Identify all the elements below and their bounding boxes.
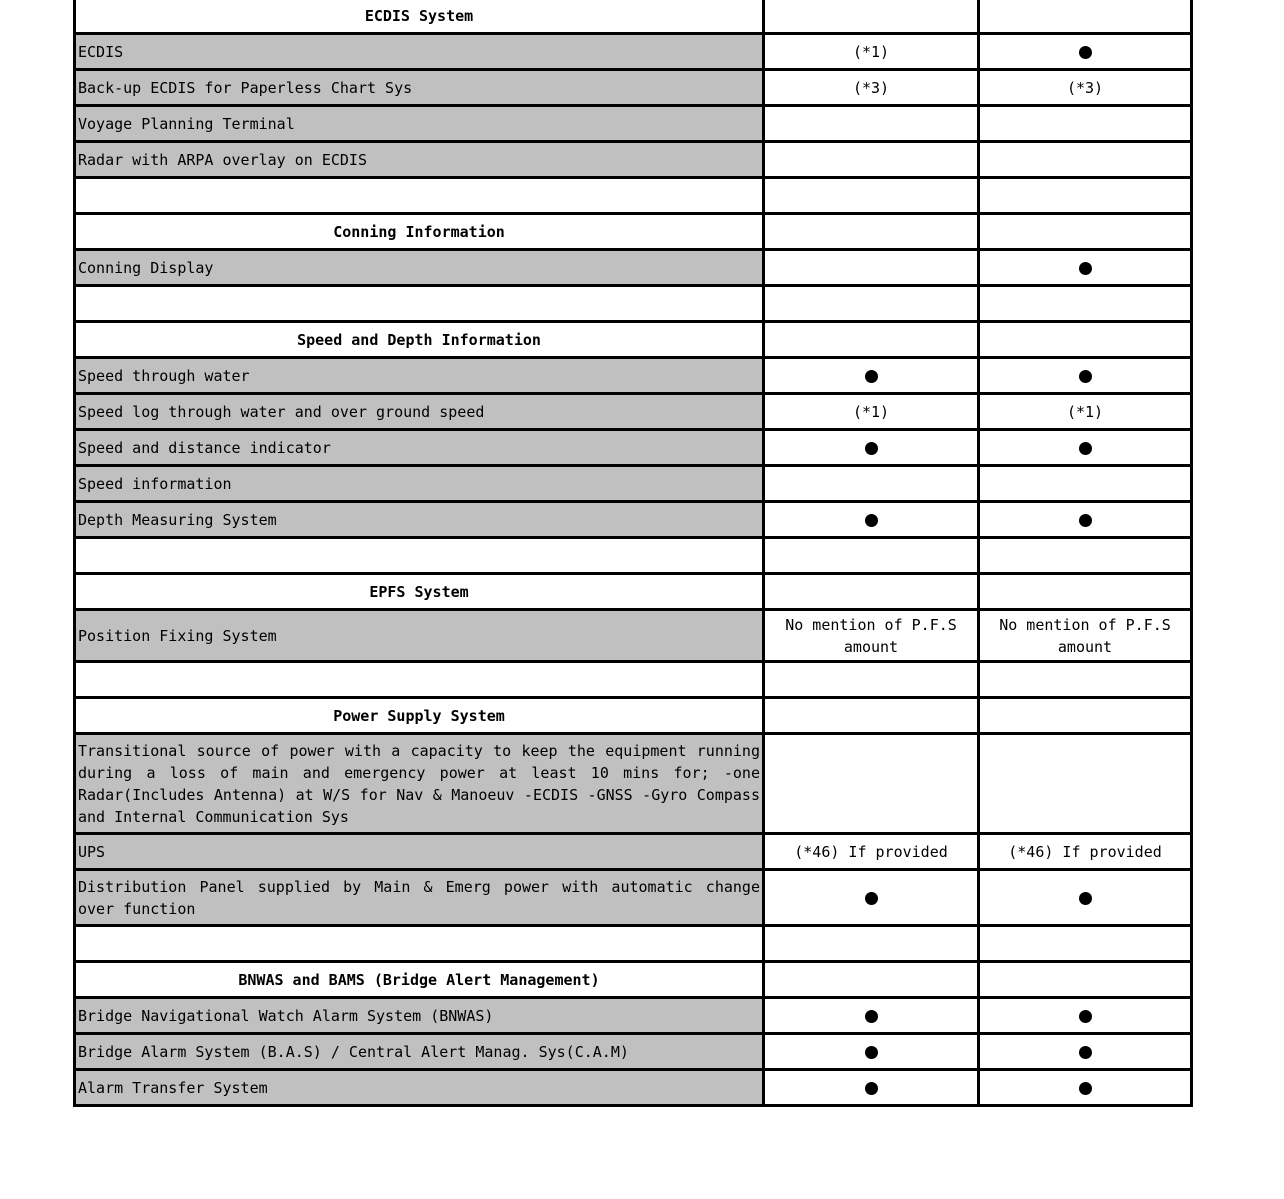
header-cell-a — [764, 214, 979, 250]
filled-dot-icon — [1079, 1082, 1092, 1095]
spacer-cell — [75, 662, 764, 698]
column-a-value — [764, 430, 979, 466]
header-cell-b — [979, 322, 1192, 358]
spacer-cell — [75, 286, 764, 322]
filled-dot-icon — [1079, 1046, 1092, 1059]
table-row — [75, 34, 1192, 70]
spacer-cell — [764, 926, 979, 962]
table-row — [75, 998, 1192, 1034]
section-header-row — [75, 574, 1192, 610]
section-title: BNWAS and BAMS (Bridge Alert Management) — [75, 962, 764, 998]
column-a-value — [764, 250, 979, 286]
column-a-value: (*46) If provided — [764, 834, 979, 870]
column-b-value — [979, 734, 1192, 834]
column-b-value: (*1) — [979, 394, 1192, 430]
column-a-value: (*3) — [764, 70, 979, 106]
item-name: Back-up ECDIS for Paperless Chart Sys — [75, 70, 764, 106]
column-a-value — [764, 998, 979, 1034]
table-row — [75, 610, 1192, 662]
filled-dot-icon — [865, 1082, 878, 1095]
header-cell-b — [979, 214, 1192, 250]
filled-dot-icon — [865, 892, 878, 905]
column-a-value — [764, 106, 979, 142]
table-row — [75, 466, 1192, 502]
header-cell-a — [764, 322, 979, 358]
equipment-table — [73, 0, 1193, 1107]
section-header-row — [75, 698, 1192, 734]
header-cell-a — [764, 574, 979, 610]
column-a-value: (*1) — [764, 394, 979, 430]
section-header-row — [75, 0, 1192, 34]
filled-dot-icon — [865, 1046, 878, 1059]
spacer-cell — [75, 178, 764, 214]
section-title: Speed and Depth Information — [75, 322, 764, 358]
header-cell-b — [979, 962, 1192, 998]
column-a-value: No mention of P.F.S amount — [764, 610, 979, 662]
header-cell-a — [764, 698, 979, 734]
column-b-value — [979, 34, 1192, 70]
spacer-cell — [764, 178, 979, 214]
filled-dot-icon — [1079, 46, 1092, 59]
spacer-row — [75, 662, 1192, 698]
column-b-value — [979, 502, 1192, 538]
spacer-row — [75, 926, 1192, 962]
section-header-row — [75, 322, 1192, 358]
filled-dot-icon — [865, 370, 878, 383]
spacer-cell — [979, 662, 1192, 698]
spacer-cell — [979, 286, 1192, 322]
header-cell-b — [979, 698, 1192, 734]
column-b-value: (*46) If provided — [979, 834, 1192, 870]
column-b-value: No mention of P.F.S amount — [979, 610, 1192, 662]
column-b-value — [979, 1034, 1192, 1070]
item-name: Position Fixing System — [75, 610, 764, 662]
table-row — [75, 430, 1192, 466]
spacer-cell — [75, 926, 764, 962]
section-header-row — [75, 214, 1192, 250]
column-a-value — [764, 734, 979, 834]
spacer-cell — [979, 926, 1192, 962]
spacer-row — [75, 538, 1192, 574]
spacer-cell — [764, 662, 979, 698]
column-a-value — [764, 466, 979, 502]
column-b-value — [979, 466, 1192, 502]
filled-dot-icon — [1079, 514, 1092, 527]
item-name: Voyage Planning Terminal — [75, 106, 764, 142]
spacer-cell — [764, 538, 979, 574]
column-b-value — [979, 106, 1192, 142]
column-b-value — [979, 870, 1192, 926]
item-name: ECDIS — [75, 34, 764, 70]
item-name: Conning Display — [75, 250, 764, 286]
filled-dot-icon — [1079, 1010, 1092, 1023]
column-b-value: (*3) — [979, 70, 1192, 106]
column-b-value — [979, 998, 1192, 1034]
item-name: Bridge Navigational Watch Alarm System (BNWAS) — [75, 998, 764, 1034]
filled-dot-icon — [1079, 442, 1092, 455]
filled-dot-icon — [1079, 262, 1092, 275]
item-name: Transitional source of power with a capacity to keep the equipment running during a loss of main and emergency power at least 10 mins for; -one Radar(Includes Antenna) at W/S for Nav & Manoeuv -ECDIS -GNSS -Gyro Compass and Internal Communication Sys — [75, 734, 764, 834]
filled-dot-icon — [865, 1010, 878, 1023]
table-row — [75, 1070, 1192, 1106]
spacer-cell — [764, 286, 979, 322]
table-row — [75, 142, 1192, 178]
table-row — [75, 106, 1192, 142]
table-row — [75, 394, 1192, 430]
column-a-value — [764, 142, 979, 178]
table-row — [75, 1034, 1192, 1070]
spacer-cell — [979, 538, 1192, 574]
section-title: Conning Information — [75, 214, 764, 250]
table-row — [75, 250, 1192, 286]
section-title: EPFS System — [75, 574, 764, 610]
table-row — [75, 734, 1192, 834]
spacer-cell — [75, 538, 764, 574]
item-name: Radar with ARPA overlay on ECDIS — [75, 142, 764, 178]
table-row — [75, 870, 1192, 926]
column-a-value — [764, 358, 979, 394]
item-name: Speed log through water and over ground speed — [75, 394, 764, 430]
column-a-value — [764, 1034, 979, 1070]
filled-dot-icon — [865, 442, 878, 455]
item-name: Speed through water — [75, 358, 764, 394]
item-name: Speed information — [75, 466, 764, 502]
spacer-cell — [979, 178, 1192, 214]
section-header-row — [75, 962, 1192, 998]
spacer-row — [75, 178, 1192, 214]
column-b-value — [979, 430, 1192, 466]
column-b-value — [979, 250, 1192, 286]
column-b-value — [979, 142, 1192, 178]
column-a-value — [764, 870, 979, 926]
filled-dot-icon — [865, 514, 878, 527]
filled-dot-icon — [1079, 370, 1092, 383]
header-cell-b — [979, 0, 1192, 34]
table-row — [75, 834, 1192, 870]
header-cell-a — [764, 962, 979, 998]
section-title: ECDIS System — [75, 0, 764, 34]
item-name: Alarm Transfer System — [75, 1070, 764, 1106]
item-name: UPS — [75, 834, 764, 870]
column-a-value: (*1) — [764, 34, 979, 70]
column-a-value — [764, 1070, 979, 1106]
filled-dot-icon — [1079, 892, 1092, 905]
item-name: Distribution Panel supplied by Main & Emerg power with automatic change over function — [75, 870, 764, 926]
section-title: Power Supply System — [75, 698, 764, 734]
column-a-value — [764, 502, 979, 538]
column-b-value — [979, 358, 1192, 394]
header-cell-b — [979, 574, 1192, 610]
header-cell-a — [764, 0, 979, 34]
column-b-value — [979, 1070, 1192, 1106]
table-row — [75, 70, 1192, 106]
item-name: Speed and distance indicator — [75, 430, 764, 466]
spacer-row — [75, 286, 1192, 322]
item-name: Depth Measuring System — [75, 502, 764, 538]
table-row — [75, 358, 1192, 394]
table-row — [75, 502, 1192, 538]
item-name: Bridge Alarm System (B.A.S) / Central Alert Manag. Sys(C.A.M) — [75, 1034, 764, 1070]
